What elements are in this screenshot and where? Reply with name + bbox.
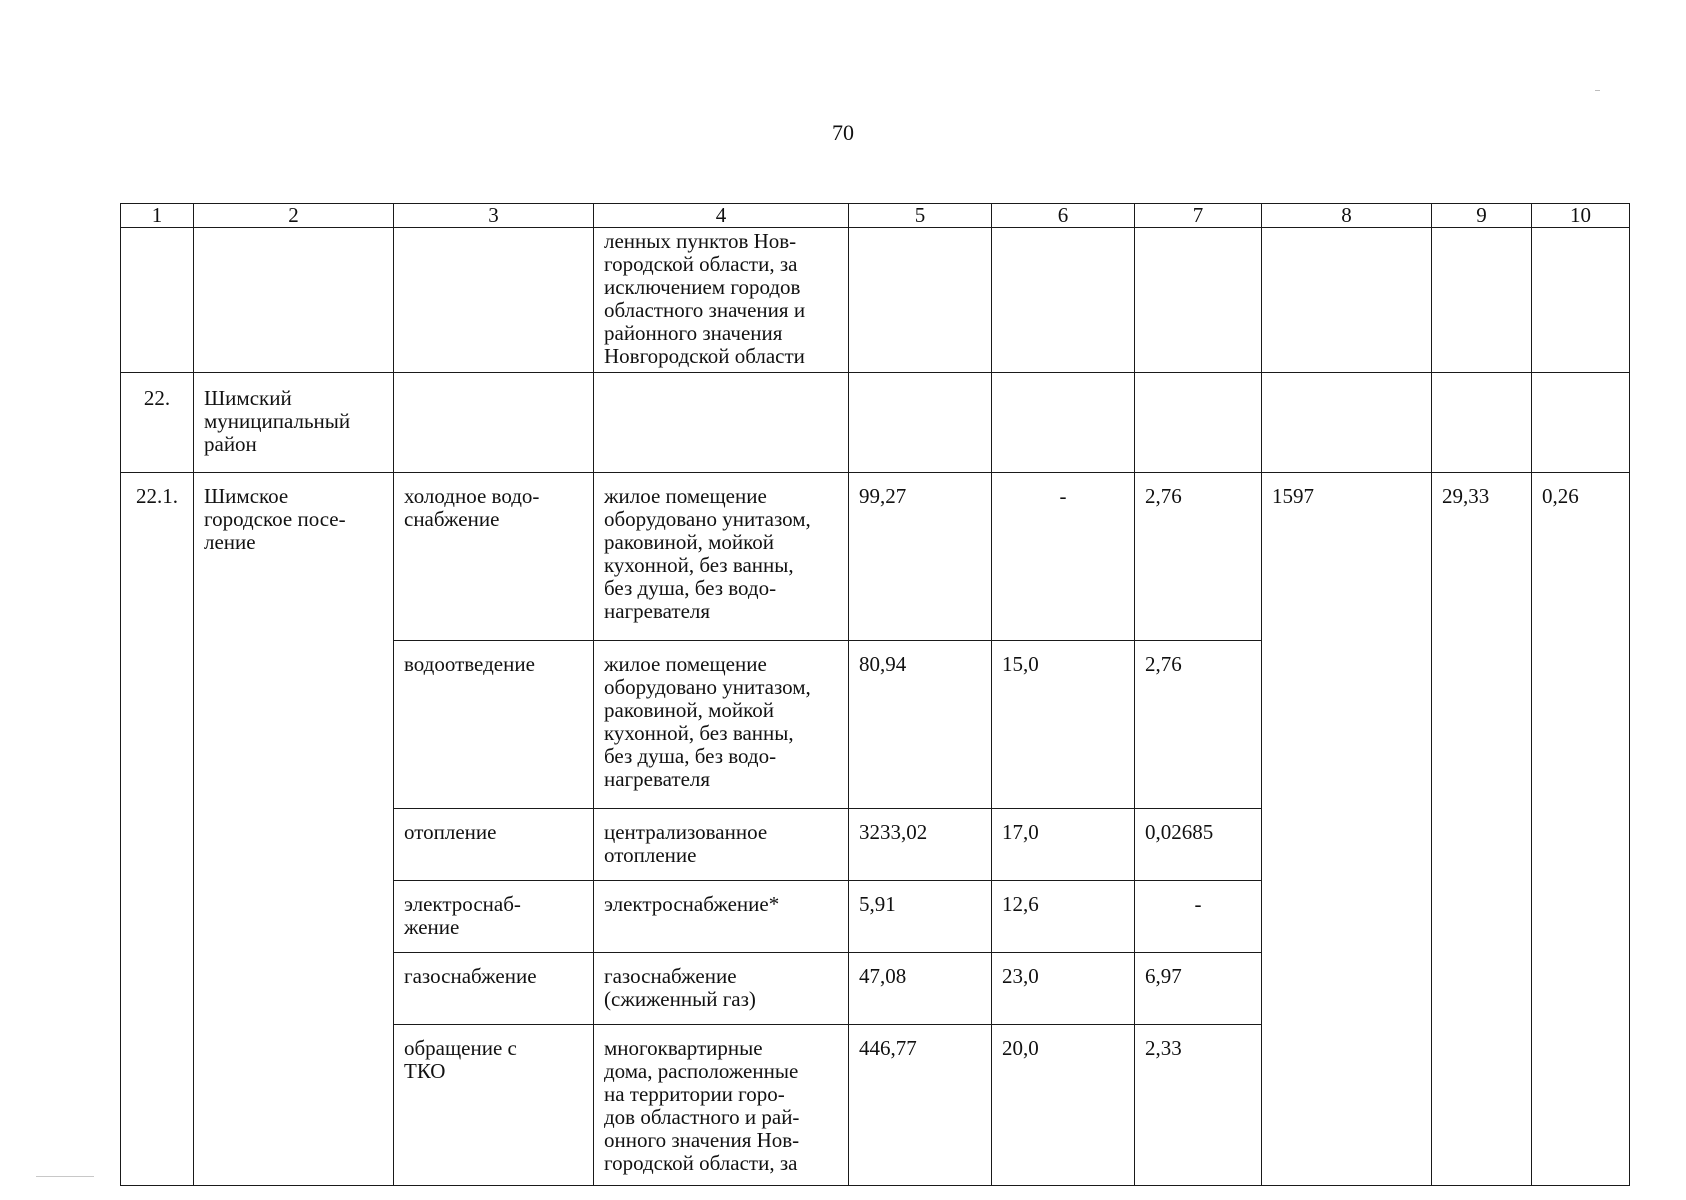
header-cell-1: 1: [121, 204, 194, 228]
header-cell-3: 3: [394, 204, 594, 228]
value-col7: 2,76: [1135, 641, 1262, 809]
district-number: 22.: [121, 373, 194, 473]
value-col8: 1597: [1262, 473, 1432, 1186]
header-cell-2: 2: [194, 204, 394, 228]
tariff-table: [120, 203, 1630, 1186]
value-col6: 20,0: [992, 1025, 1135, 1186]
value-col5: 99,27: [849, 473, 992, 641]
scan-artifact: [1595, 90, 1600, 91]
value-col7: 2,76: [1135, 473, 1262, 641]
service-name: отопление: [394, 809, 594, 881]
service-description: жилое помещение оборудовано унитазом, раковиной, мойкой кухонной, без ванны, без душа, без водо- нагревателя: [594, 641, 849, 809]
header-cell-4: 4: [594, 204, 849, 228]
value-col9: 29,33: [1432, 473, 1532, 1186]
value-col7: -: [1135, 881, 1262, 953]
value-col5: 3233,02: [849, 809, 992, 881]
service-description: газоснабжение (сжиженный газ): [594, 953, 849, 1025]
table-row: [121, 473, 1630, 641]
service-name: водоотведение: [394, 641, 594, 809]
continuation-row: [121, 228, 1630, 373]
service-name: холодное водо- снабжение: [394, 473, 594, 641]
service-name: электроснаб- жение: [394, 881, 594, 953]
header-cell-9: 9: [1432, 204, 1532, 228]
value-col6: 12,6: [992, 881, 1135, 953]
header-cell-10: 10: [1532, 204, 1630, 228]
scan-artifact: [36, 1176, 94, 1177]
value-col5: 446,77: [849, 1025, 992, 1186]
value-col5: 80,94: [849, 641, 992, 809]
service-description: многоквартирные дома, расположенные на территории горо- дов областного и рай- онного значения Нов- городской области, за: [594, 1025, 849, 1186]
service-description: электроснабжение*: [594, 881, 849, 953]
value-col10: 0,26: [1532, 473, 1630, 1186]
header-cell-8: 8: [1262, 204, 1432, 228]
district-name: Шимский муниципальный район: [194, 373, 394, 473]
header-cell-5: 5: [849, 204, 992, 228]
value-col7: 2,33: [1135, 1025, 1262, 1186]
service-name: газоснабжение: [394, 953, 594, 1025]
value-col6: 17,0: [992, 809, 1135, 881]
value-col6: 23,0: [992, 953, 1135, 1025]
service-description: централизованное отопление: [594, 809, 849, 881]
settlement-name: Шимское городское посе- ление: [194, 473, 394, 1186]
value-col7: 0,02685: [1135, 809, 1262, 881]
district-row: [121, 373, 1630, 473]
value-col6: 15,0: [992, 641, 1135, 809]
value-col5: 47,08: [849, 953, 992, 1025]
value-col6: -: [992, 473, 1135, 641]
continuation-description: ленных пунктов Нов- городской области, за исключением городов областного значения и районного значения Новгородской области: [594, 228, 849, 373]
header-row: [121, 204, 1630, 228]
value-col5: 5,91: [849, 881, 992, 953]
header-cell-6: 6: [992, 204, 1135, 228]
value-col7: 6,97: [1135, 953, 1262, 1025]
page-number: 70: [832, 120, 854, 145]
service-name: обращение с ТКО: [394, 1025, 594, 1186]
settlement-number: 22.1.: [121, 473, 194, 1186]
header-cell-7: 7: [1135, 204, 1262, 228]
service-description: жилое помещение оборудовано унитазом, раковиной, мойкой кухонной, без ванны, без душа, без водо- нагревателя: [594, 473, 849, 641]
